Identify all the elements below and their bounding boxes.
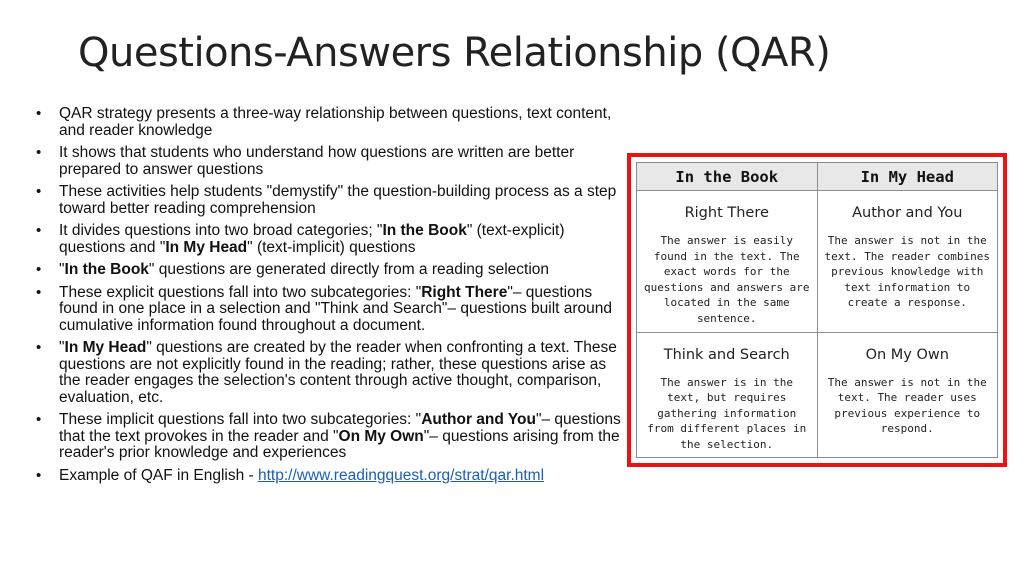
cell-title: Author and You — [852, 205, 963, 221]
bullet-text: "– questions found in one place in a selection and "Think and Search"– questions built around cumulative information found throughout a document. — [59, 283, 613, 334]
bullet-text: " — [59, 339, 65, 356]
qar-chart-frame — [627, 153, 1007, 467]
cell-think-and-search — [637, 332, 818, 457]
bullet-item — [36, 412, 626, 462]
bullet-text: It shows that students who understand how questions are written are better prepared to answer questions — [59, 144, 575, 178]
bullet-item — [36, 184, 626, 217]
cell-description: The answer is not in the text. The reader combines previous knowledge with text information to create a response. — [824, 234, 991, 309]
cell-description: The answer is not in the text. The reader uses previous experience to respond. — [827, 375, 987, 436]
bullet-text: "– questions arising from the reader's prior knowledge and experiences — [59, 427, 620, 461]
bold-term: In the Book — [382, 222, 467, 239]
cell-title: Right There — [684, 205, 769, 221]
bullet-item — [36, 262, 626, 279]
cell-right-there — [637, 191, 818, 333]
bullet-list — [36, 106, 626, 490]
qar-table — [636, 162, 998, 458]
bullet-text: " — [59, 261, 65, 278]
bullet-text: These activities help students "demystify" the question-building process as a step toward better reading comprehension — [59, 183, 617, 217]
header-in-the-book: In the Book — [637, 163, 818, 191]
cell-description: The answer is in the text, but requires gathering information from different places in the selection. — [647, 375, 807, 451]
bullet-item — [36, 223, 626, 256]
bullet-item — [36, 340, 626, 406]
bold-term: Author and You — [421, 411, 536, 428]
bullet-text: Example of QAF in English - — [59, 466, 258, 484]
reference-link[interactable]: http://www.readingquest.org/strat/qar.html — [258, 466, 545, 484]
bullet-text: " questions are created by the reader when confronting a text. These questions are not explicitly found in the reading; rather, these questions arise as the reader engages the selection's content through active thought, comparison, evaluation, etc. — [59, 339, 617, 406]
bullet-text: " (text-explicit) questions and " — [59, 222, 565, 256]
bullet-item — [36, 106, 626, 139]
bullet-text: QAR strategy presents a three-way relationship between questions, text content, and reader knowledge — [59, 105, 612, 139]
bullet-text: These explicit questions fall into two subcategories: " — [59, 283, 422, 301]
header-in-my-head: In My Head — [817, 163, 998, 191]
bold-term: In the Book — [64, 261, 149, 278]
bullet-item — [36, 468, 626, 485]
qar-row — [637, 191, 998, 333]
bullet-text: It divides questions into two broad categories; " — [59, 222, 383, 239]
cell-description: The answer is easily found in the text. The exact words for the questions and answers are located in the same sentence. — [643, 234, 810, 325]
bold-term: In My Head — [64, 339, 147, 356]
cell-author-and-you — [817, 191, 998, 333]
bullet-text: These implicit questions fall into two subcategories: " — [59, 411, 422, 428]
cell-on-my-own — [817, 332, 998, 457]
bullet-text: " (text-implicit) questions — [247, 238, 416, 256]
cell-title: On My Own — [865, 346, 949, 363]
qar-header-row — [637, 163, 998, 191]
bold-term: Right There — [421, 283, 508, 301]
qar-row — [637, 332, 998, 457]
bullet-text: " questions are generated directly from a reading selection — [148, 261, 550, 278]
slide-title: Questions-Answers Relationship (QAR) — [78, 30, 831, 76]
cell-title: Think and Search — [663, 346, 790, 363]
bullet-item — [36, 285, 626, 335]
bullet-text: "– questions that the text provokes in the reader and " — [59, 411, 621, 445]
bullet-item — [36, 145, 626, 178]
bold-term: In My Head — [165, 238, 248, 256]
bold-term: On My Own — [338, 427, 424, 445]
